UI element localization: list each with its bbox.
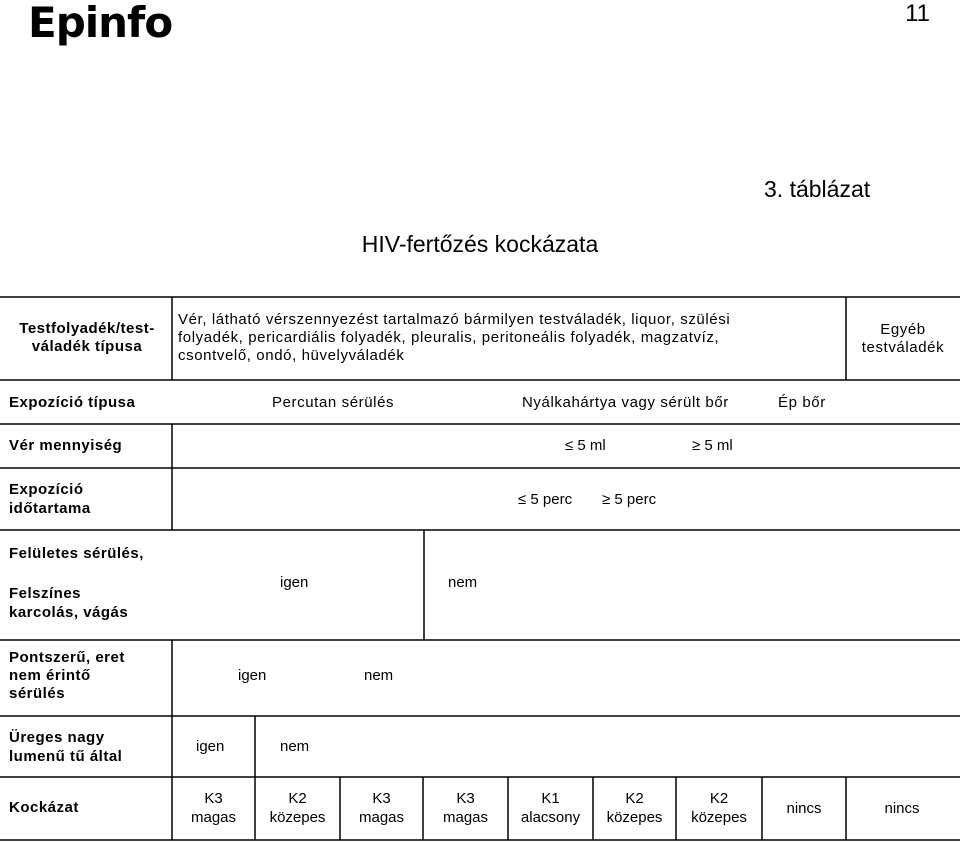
duration-ge: ≥ 5 perc bbox=[602, 491, 657, 508]
fluid-type-label-line1: Testfolyadék/test- bbox=[19, 320, 155, 337]
other-fluid-line1: Egyéb bbox=[880, 321, 926, 338]
blood-fluids-line3: csontvelő, ondó, hüvelyváladék bbox=[178, 347, 405, 364]
percutan-injury: Percutan sérülés bbox=[272, 394, 395, 411]
surface-injury-yes: igen bbox=[280, 574, 309, 591]
blood-amount-label: Vér mennyiség bbox=[9, 437, 123, 454]
hollow-needle-label-line1: Üreges nagy bbox=[9, 729, 105, 746]
surface-injury-label-line2: Felszínes bbox=[9, 585, 82, 602]
point-injury-label-line2: nem érintő bbox=[9, 667, 91, 684]
fluid-type-label-line2: váladék típusa bbox=[31, 338, 143, 355]
table-title: HIV-fertőzés kockázata bbox=[361, 231, 599, 257]
blood-amount-ge: ≥ 5 ml bbox=[692, 437, 733, 454]
risk-cell-4-level: magas bbox=[442, 809, 489, 826]
blood-fluids-line2: folyadék, pericardiális folyadék, pleuralis, peritoneális folyadék, magzatvíz, bbox=[178, 329, 720, 346]
blood-amount-le: ≤ 5 ml bbox=[565, 437, 606, 454]
risk-cell-3-code: K3 bbox=[372, 790, 391, 807]
point-injury-yes: igen bbox=[238, 667, 267, 684]
point-injury-no: nem bbox=[364, 667, 394, 684]
duration-label-line1: Expozíció bbox=[9, 481, 84, 498]
risk-cell-5-code: K1 bbox=[541, 790, 560, 807]
risk-cell-4-code: K3 bbox=[456, 790, 475, 807]
mucosa-damaged-skin: Nyálkahártya vagy sérült bőr bbox=[522, 394, 729, 411]
surface-injury-label-line3: karcolás, vágás bbox=[9, 604, 129, 621]
risk-cell-5-level: alacsony bbox=[520, 809, 581, 826]
risk-cell-3-level: magas bbox=[358, 809, 405, 826]
risk-none-2: nincs bbox=[884, 800, 920, 817]
risk-cell-7-code: K2 bbox=[709, 790, 729, 807]
risk-label: Kockázat bbox=[9, 799, 79, 816]
intact-skin: Ép bőr bbox=[778, 394, 826, 411]
risk-cell-2-code: K2 bbox=[288, 790, 307, 807]
hollow-needle-yes: igen bbox=[196, 738, 225, 755]
surface-injury-no: nem bbox=[448, 574, 478, 591]
risk-cell-7-level: közepes bbox=[691, 809, 747, 826]
epinfo-logo: Epinfo bbox=[28, 0, 173, 47]
exposure-type-label: Expozíció típusa bbox=[9, 394, 136, 411]
point-injury-label-line3: sérülés bbox=[9, 685, 66, 702]
point-injury-label-line1: Pontszerű, eret bbox=[9, 649, 125, 666]
blood-fluids-line1: Vér, látható vérszennyezést tartalmazó bármilyen testváladék, liquor, szülési bbox=[178, 311, 731, 328]
risk-none-1: nincs bbox=[786, 800, 822, 817]
page-number: 11 bbox=[905, 0, 930, 27]
risk-cell-2-level: közepes bbox=[269, 809, 326, 826]
duration-le: ≤ 5 perc bbox=[518, 491, 573, 508]
risk-cell-1-code: K3 bbox=[204, 790, 223, 807]
risk-cell-6-code: K2 bbox=[625, 790, 644, 807]
surface-injury-label-line1: Felületes sérülés, bbox=[9, 545, 144, 562]
hollow-needle-label-line2: lumenű tű által bbox=[9, 748, 123, 765]
risk-cell-6-level: közepes bbox=[606, 809, 663, 826]
table-number: 3. táblázat bbox=[764, 176, 871, 202]
duration-label-line2: időtartama bbox=[9, 500, 91, 517]
risk-cell-1-level: magas bbox=[190, 809, 237, 826]
other-fluid-line2: testváladék bbox=[861, 339, 945, 356]
hollow-needle-no: nem bbox=[280, 738, 310, 755]
